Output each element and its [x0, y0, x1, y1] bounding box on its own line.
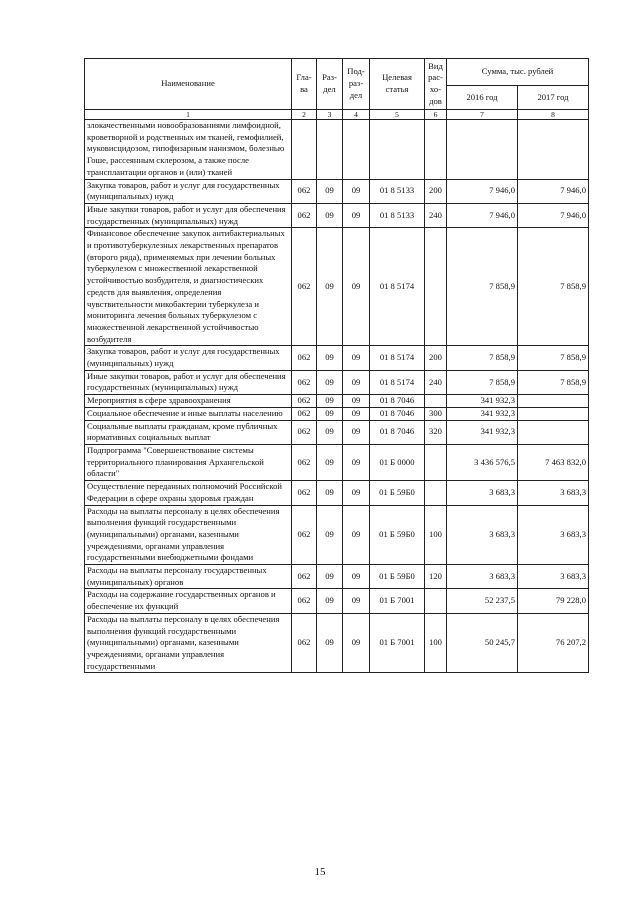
cell-name: Социальное обеспечение и иные выплаты населению	[85, 407, 292, 420]
cell-podrazdel: 09	[343, 420, 370, 444]
cell-podrazdel: 09	[343, 370, 370, 394]
cell-razdel: 09	[317, 407, 343, 420]
cell-razdel: 09	[317, 370, 343, 394]
cell-expense-type	[425, 444, 447, 480]
cell-glava: 062	[292, 346, 317, 370]
cell-sum-2017: 76 207,2	[518, 613, 589, 673]
cell-sum-2016: 3 683,3	[447, 505, 518, 565]
cell-expense-type: 320	[425, 420, 447, 444]
table-row	[85, 420, 589, 444]
cell-expense-type	[425, 589, 447, 613]
cell-expense-type: 300	[425, 407, 447, 420]
table-row	[85, 613, 589, 673]
cell-razdel: 09	[317, 589, 343, 613]
cell-expense-type	[425, 481, 447, 505]
cell-razdel: 09	[317, 420, 343, 444]
cell-razdel: 09	[317, 346, 343, 370]
header-razdel: Раз-дел	[317, 59, 343, 110]
cell-target-article: 01 Б 59Б0	[370, 565, 425, 589]
table-row	[85, 203, 589, 227]
cell-target-article: 01 8 5133	[370, 179, 425, 203]
cell-sum-2017	[518, 407, 589, 420]
cell-expense-type: 120	[425, 565, 447, 589]
cell-name: злокачественными новообразованиями лимфоидной, кроветворной и родственных им тканей, гемофилией, муковисцидозом, гипофизарным нанизмом, болезнью Гоше, рассеянным склерозом, а также после трансплантации органов и (или) тканей	[85, 120, 292, 180]
cell-expense-type	[425, 120, 447, 180]
cell-razdel: 09	[317, 179, 343, 203]
table-row	[85, 370, 589, 394]
header-year-2017: 2017 год	[518, 86, 589, 110]
header-year-2016: 2016 год	[447, 86, 518, 110]
cell-expense-type	[425, 228, 447, 346]
header-sum: Сумма, тыс. рублей	[447, 59, 589, 86]
cell-razdel: 09	[317, 481, 343, 505]
cell-podrazdel: 09	[343, 589, 370, 613]
cell-razdel: 09	[317, 505, 343, 565]
cell-podrazdel: 09	[343, 346, 370, 370]
budget-table	[84, 58, 589, 673]
cell-name: Расходы на выплаты персоналу в целях обеспечения выполнения функций государственными (муниципальными) органами, казенными учреждениями, органами управления государственными	[85, 613, 292, 673]
header-podrazdel: Под-раз-дел	[343, 59, 370, 110]
cell-glava: 062	[292, 613, 317, 673]
cell-target-article: 01 8 5174	[370, 370, 425, 394]
cell-glava	[292, 120, 317, 180]
cell-target-article: 01 Б 59Б0	[370, 505, 425, 565]
cell-podrazdel: 09	[343, 565, 370, 589]
cell-sum-2016: 341 932,3	[447, 420, 518, 444]
table-row	[85, 444, 589, 480]
cell-sum-2017	[518, 120, 589, 180]
cell-glava: 062	[292, 505, 317, 565]
cell-name: Мероприятия в сфере здравоохранения	[85, 395, 292, 408]
cell-sum-2016: 50 245,7	[447, 613, 518, 673]
page-number: 15	[314, 866, 326, 878]
cell-podrazdel	[343, 120, 370, 180]
cell-sum-2016: 7 858,9	[447, 228, 518, 346]
cell-name: Социальные выплаты гражданам, кроме публичных нормативных социальных выплат	[85, 420, 292, 444]
cell-podrazdel: 09	[343, 481, 370, 505]
cell-razdel: 09	[317, 203, 343, 227]
cell-sum-2017	[518, 420, 589, 444]
cell-expense-type: 100	[425, 613, 447, 673]
table-row	[85, 407, 589, 420]
cell-sum-2016	[447, 120, 518, 180]
cell-sum-2016: 52 237,5	[447, 589, 518, 613]
cell-podrazdel: 09	[343, 179, 370, 203]
cell-target-article	[370, 120, 425, 180]
cell-glava: 062	[292, 589, 317, 613]
cell-sum-2017: 7 946,0	[518, 203, 589, 227]
cell-expense-type: 100	[425, 505, 447, 565]
cell-razdel: 09	[317, 613, 343, 673]
cell-target-article: 01 8 5174	[370, 346, 425, 370]
cell-razdel	[317, 120, 343, 180]
cell-expense-type: 240	[425, 370, 447, 394]
table-row	[85, 395, 589, 408]
cell-razdel: 09	[317, 444, 343, 480]
cell-sum-2017: 7 463 832,0	[518, 444, 589, 480]
table-body	[85, 120, 589, 673]
column-numbers-row	[85, 110, 589, 120]
cell-podrazdel: 09	[343, 444, 370, 480]
cell-sum-2017: 3 683,3	[518, 481, 589, 505]
cell-name: Подпрограмма "Совершенствование системы территориального планирования Архангельской области"	[85, 444, 292, 480]
cell-glava: 062	[292, 203, 317, 227]
cell-glava: 062	[292, 370, 317, 394]
cell-sum-2017: 79 228,0	[518, 589, 589, 613]
table-row	[85, 565, 589, 589]
col-number: 3	[317, 110, 343, 120]
cell-name: Иные закупки товаров, работ и услуг для обеспечения государственных (муниципальных) нужд	[85, 370, 292, 394]
cell-sum-2016: 341 932,3	[447, 395, 518, 408]
cell-target-article: 01 8 5133	[370, 203, 425, 227]
cell-glava: 062	[292, 444, 317, 480]
cell-sum-2016: 3 683,3	[447, 481, 518, 505]
table-row	[85, 346, 589, 370]
cell-sum-2016: 7 858,9	[447, 346, 518, 370]
table-row	[85, 179, 589, 203]
cell-podrazdel: 09	[343, 395, 370, 408]
table-row	[85, 228, 589, 346]
col-number: 6	[425, 110, 447, 120]
col-number: 7	[447, 110, 518, 120]
cell-sum-2017: 7 858,9	[518, 346, 589, 370]
cell-glava: 062	[292, 481, 317, 505]
cell-name: Расходы на выплаты персоналу государственных (муниципальных) органов	[85, 565, 292, 589]
table-row	[85, 120, 589, 180]
cell-glava: 062	[292, 395, 317, 408]
cell-sum-2017: 7 858,9	[518, 370, 589, 394]
cell-glava: 062	[292, 179, 317, 203]
cell-target-article: 01 Б 59Б0	[370, 481, 425, 505]
col-number: 5	[370, 110, 425, 120]
cell-target-article: 01 8 7046	[370, 395, 425, 408]
cell-glava: 062	[292, 565, 317, 589]
col-number: 4	[343, 110, 370, 120]
cell-name: Осуществление переданных полномочий Российской Федерации в сфере охраны здоровья граждан	[85, 481, 292, 505]
cell-podrazdel: 09	[343, 505, 370, 565]
cell-name: Расходы на выплаты персоналу в целях обеспечения выполнения функций государственными (муниципальными) органами, казенными учреждениями, органами управления государственными внебюджетными фондами	[85, 505, 292, 565]
cell-razdel: 09	[317, 228, 343, 346]
cell-podrazdel: 09	[343, 203, 370, 227]
header-glava: Гла-ва	[292, 59, 317, 110]
cell-expense-type: 200	[425, 179, 447, 203]
cell-sum-2016: 3 683,3	[447, 565, 518, 589]
cell-expense-type: 240	[425, 203, 447, 227]
cell-name: Расходы на содержание государственных органов и обеспечение их функций	[85, 589, 292, 613]
cell-podrazdel: 09	[343, 228, 370, 346]
cell-target-article: 01 8 7046	[370, 407, 425, 420]
cell-sum-2016: 7 946,0	[447, 179, 518, 203]
cell-sum-2016: 3 436 576,5	[447, 444, 518, 480]
cell-name: Финансовое обеспечение закупок антибактериальных и противотуберкулезных лекарственных препаратов (второго ряда), применяемых при лечении больных туберкулезом с множественной лекарственной устойчивостью возбудителя, и диагностических средств для выявления, определения чувствительности микобактерии туберкулеза и мониторинга лечения больных туберкулезом с множественной лекарственной устойчивостью возбудителя	[85, 228, 292, 346]
cell-sum-2017: 7 946,0	[518, 179, 589, 203]
cell-sum-2016: 7 858,9	[447, 370, 518, 394]
cell-sum-2017: 3 683,3	[518, 565, 589, 589]
cell-sum-2017: 3 683,3	[518, 505, 589, 565]
cell-razdel: 09	[317, 395, 343, 408]
col-number: 8	[518, 110, 589, 120]
cell-target-article: 01 Б 7001	[370, 589, 425, 613]
cell-name: Закупка товаров, работ и услуг для государственных (муниципальных) нужд	[85, 346, 292, 370]
cell-sum-2017: 7 858,9	[518, 228, 589, 346]
cell-target-article: 01 8 5174	[370, 228, 425, 346]
header-name: Наименование	[85, 59, 292, 110]
table-row	[85, 505, 589, 565]
cell-expense-type	[425, 395, 447, 408]
cell-glava: 062	[292, 420, 317, 444]
table-row	[85, 481, 589, 505]
cell-podrazdel: 09	[343, 613, 370, 673]
cell-sum-2016: 7 946,0	[447, 203, 518, 227]
header-vid: Вид рас-хо-дов	[425, 59, 447, 110]
cell-podrazdel: 09	[343, 407, 370, 420]
cell-target-article: 01 Б 7001	[370, 613, 425, 673]
cell-name: Закупка товаров, работ и услуг для государственных (муниципальных) нужд	[85, 179, 292, 203]
cell-razdel: 09	[317, 565, 343, 589]
col-number: 2	[292, 110, 317, 120]
cell-sum-2016: 341 932,3	[447, 407, 518, 420]
table-row	[85, 589, 589, 613]
header-target: Целевая статья	[370, 59, 425, 110]
cell-target-article: 01 Б 0000	[370, 444, 425, 480]
cell-name: Иные закупки товаров, работ и услуг для обеспечения государственных (муниципальных) нужд	[85, 203, 292, 227]
cell-expense-type: 200	[425, 346, 447, 370]
cell-sum-2017	[518, 395, 589, 408]
cell-target-article: 01 8 7046	[370, 420, 425, 444]
col-number: 1	[85, 110, 292, 120]
cell-glava: 062	[292, 228, 317, 346]
cell-glava: 062	[292, 407, 317, 420]
